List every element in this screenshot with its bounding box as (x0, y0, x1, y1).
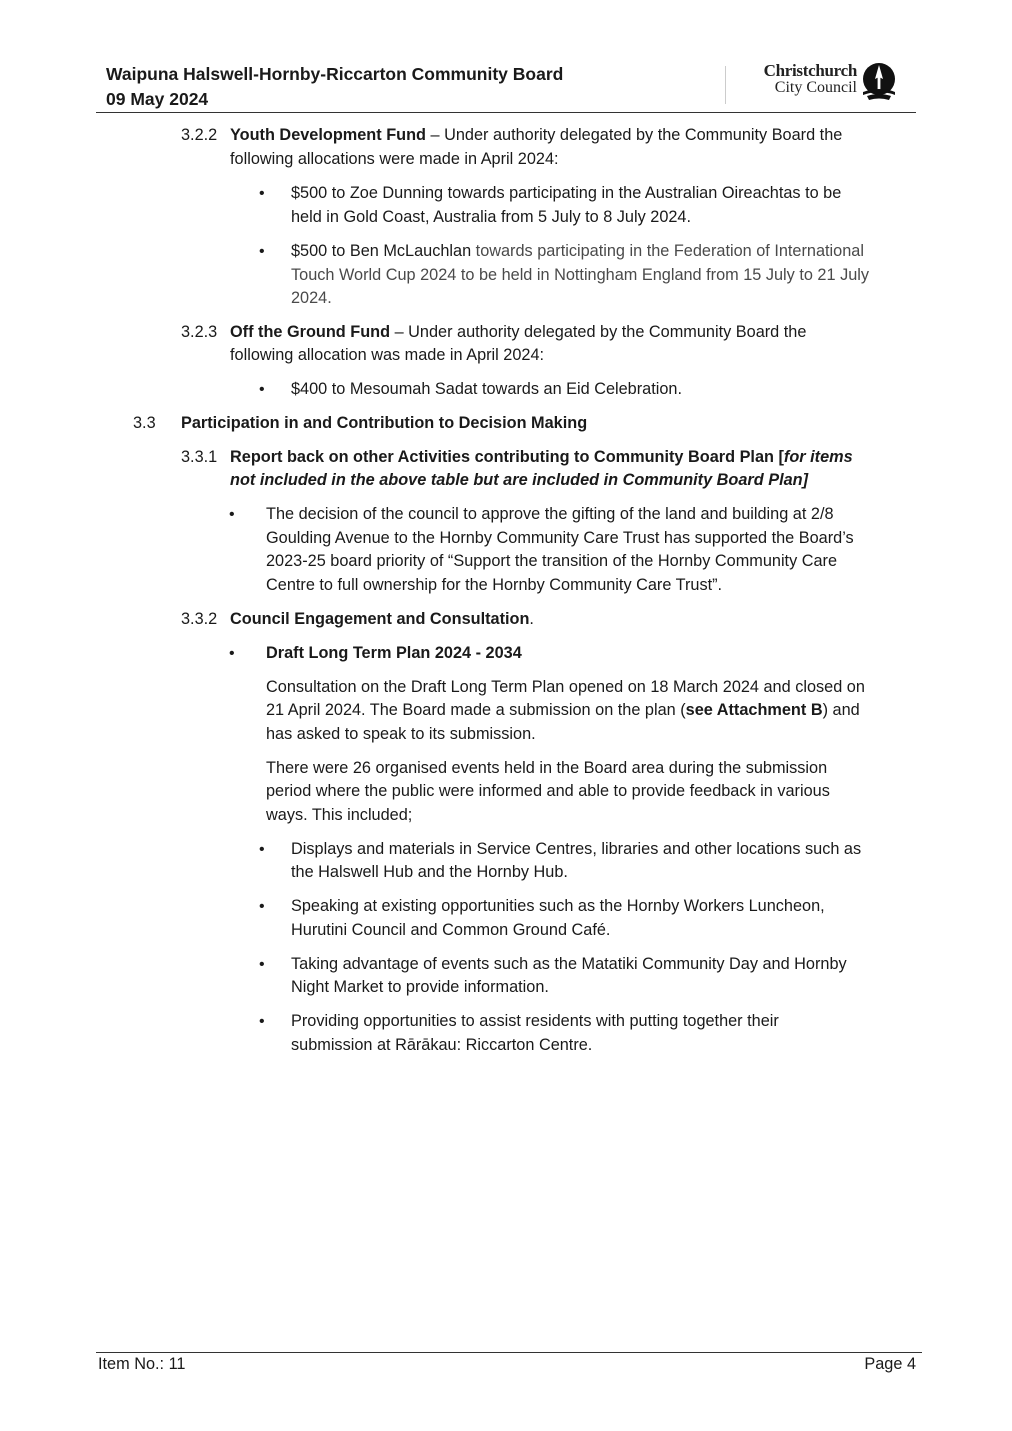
section-title: Off the Ground Fund (230, 323, 391, 341)
list-item: $500 to Zoe Dunning towards participating in the Australian Oireachtas to be (291, 184, 842, 202)
section-3-3-1-title-line-2: not included in the above table but are included in Community Board Plan] (230, 471, 809, 489)
paragraph-line: period where the public were informed and able to provide feedback in various (266, 782, 830, 800)
cathedral-icon (861, 62, 897, 102)
list-item-cont: Centre to full ownership for the Hornby Community Care Trust”. (266, 576, 723, 594)
list-item: Displays and materials in Service Centres, libraries and other locations such as (291, 840, 862, 858)
bullet-icon: • (229, 645, 235, 662)
paragraph-line: ways. This included; (266, 806, 413, 824)
header-divider (725, 66, 726, 104)
bullet-icon: • (259, 1013, 265, 1030)
list-item: $400 to Mesoumah Sadat towards an Eid Celebration. (291, 380, 682, 398)
list-item-cont: the Halswell Hub and the Hornby Hub. (291, 863, 568, 881)
section-number: 3.2.3 (181, 323, 218, 341)
paragraph-line: 21 April 2024. The Board made a submission on the plan (see Attachment B) and (266, 701, 860, 719)
council-logo (745, 62, 905, 104)
section-number: 3.2.2 (181, 126, 218, 144)
list-item: Speaking at existing opportunities such as the Hornby Workers Luncheon, (291, 897, 825, 915)
list-item: The decision of the council to approve the gifting of the land and building at 2/8 (266, 505, 834, 523)
header-rule (96, 112, 916, 113)
header-board-name: Waipuna Halswell-Hornby-Riccarton Community Board (106, 64, 564, 84)
paragraph-line: has asked to speak to its submission. (266, 725, 536, 743)
list-item-cont: Touch World Cup 2024 to be held in Nottingham England from 15 July to 21 July (291, 266, 870, 284)
section-3-2-3-line-2: following allocation was made in April 2024: (230, 346, 545, 364)
section-3-2-3-line-1: Off the Ground Fund – Under authority delegated by the Community Board the (230, 323, 807, 341)
list-item-cont: Night Market to provide information. (291, 978, 549, 996)
footer-rule (96, 1352, 922, 1353)
logo-line-1: Christchurch (763, 61, 857, 80)
bullet-icon: • (229, 506, 235, 523)
list-item: $500 to Ben McLauchlan towards participating in the Federation of International (291, 242, 864, 260)
bullet-icon: • (259, 956, 265, 973)
section-title: Youth Development Fund (230, 126, 426, 144)
list-item-cont: 2023-25 board priority of “Support the transition of the Hornby Community Care (266, 552, 838, 570)
section-number: 3.3 (133, 414, 156, 432)
header-date: 09 May 2024 (106, 89, 209, 109)
bullet-icon: • (259, 898, 265, 915)
section-3-3-2-title: Council Engagement and Consultation. (230, 610, 534, 628)
footer-page-number: Page 4 (864, 1355, 916, 1373)
section-3-3-1-title-line-1: Report back on other Activities contributing to Community Board Plan [for items (230, 448, 853, 466)
list-item: Taking advantage of events such as the Matatiki Community Day and Hornby (291, 955, 847, 973)
footer-item-number: Item No.: 11 (98, 1355, 186, 1373)
paragraph-line: Consultation on the Draft Long Term Plan opened on 18 March 2024 and closed on (266, 678, 865, 696)
logo-line-2: City Council (774, 79, 857, 96)
list-item-cont: Goulding Avenue to the Hornby Community Care Trust has supported the Board’s (266, 529, 854, 547)
list-item-cont: held in Gold Coast, Australia from 5 July to 8 July 2024. (291, 208, 692, 226)
bullet-icon: • (259, 841, 265, 858)
list-item-cont: 2024. (291, 289, 332, 307)
list-item: Providing opportunities to assist residents with putting together their (291, 1012, 779, 1030)
section-number: 3.3.2 (181, 610, 218, 628)
list-item-cont: Hurutini Council and Common Ground Café. (291, 921, 611, 939)
section-3-2-2-line-2: following allocations were made in April 2024: (230, 150, 559, 168)
section-number: 3.3.1 (181, 448, 218, 466)
attachment-reference: see Attachment B (685, 701, 823, 719)
bullet-icon: • (259, 243, 265, 260)
section-3-2-2-line-1: Youth Development Fund – Under authority delegated by the Community Board the (230, 126, 843, 144)
paragraph-line: There were 26 organised events held in the Board area during the submission (266, 759, 828, 777)
section-title: Participation in and Contribution to Decision Making (181, 414, 588, 432)
list-item-cont: submission at Rārākau: Riccarton Centre. (291, 1036, 593, 1054)
subsection-title: Draft Long Term Plan 2024 - 2034 (266, 644, 522, 662)
bullet-icon: • (259, 185, 265, 202)
bullet-icon: • (259, 381, 265, 398)
